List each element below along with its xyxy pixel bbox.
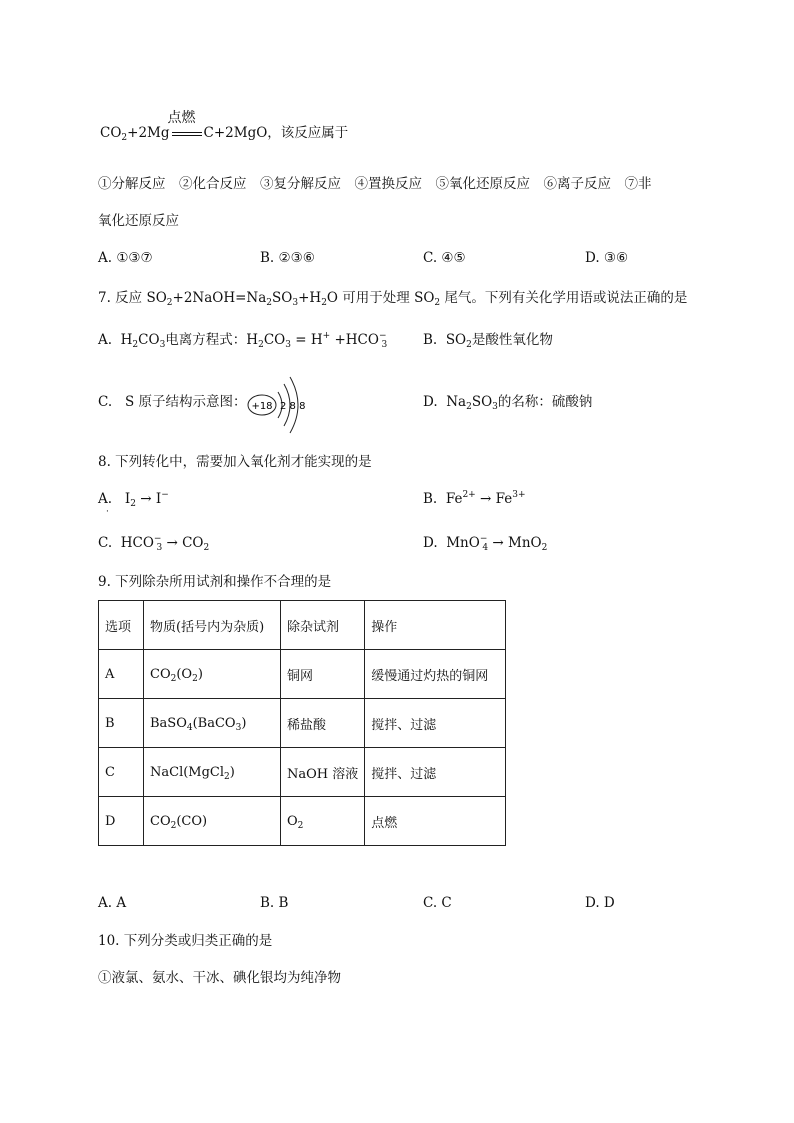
table-header: 除杂试剂 [281, 601, 365, 650]
table-row [99, 748, 506, 797]
table-header: 选项 [99, 601, 144, 650]
q10-item-1: ①液氯、氨水、干冰、碘化银均为纯净物 [98, 970, 341, 986]
q9-choice-a: A. A [98, 895, 127, 911]
q7-stem: 7. 反应 $SO_2+2NaOH=Na_2SO_3+H_2O$ 可用于处理 $SO_2$ 尾气。下列有关化学用语或说法正确的是 [98, 290, 688, 308]
table-cell: 缓慢通过灼热的铜网 [365, 650, 506, 699]
table-cell: NaOH 溶液 [281, 748, 365, 797]
q8-option-d: D. MnO−$_4$ → MnO$_2$ [423, 534, 548, 553]
q6-choice-c: C. ④⑤ [423, 250, 466, 266]
table-cell: NaCl(MgCl$_2$) [144, 748, 281, 797]
table-header: 操作 [365, 601, 506, 650]
q9-stem: 9. 下列除杂所用试剂和操作不合理的是 [98, 574, 332, 590]
q8-option-c: C. $HCO^-_3 \to CO_2$ [98, 534, 210, 553]
table-cell: $CO_2(O_2)$ [144, 650, 281, 699]
q6-equation: $CO_2+2Mg$ 点燃 C+2MgO，该反应属于 [100, 110, 349, 143]
q6-options-line2: 氧化还原反应 [98, 213, 179, 229]
table-cell: A [99, 650, 144, 699]
q6-options-line1: ①分解反应 ②化合反应 ③复分解反应 ④置换反应 ⑤氧化还原反应 ⑥离子反应 ⑦非 [98, 176, 652, 192]
q6-choice-a: A. ①③⑦ [98, 250, 153, 266]
table-cell: B [99, 699, 144, 748]
table-row [99, 650, 506, 699]
q9-table [98, 600, 506, 846]
electron-shells: 2 8 8 [280, 401, 306, 412]
q10-stem: 10. 下列分类或归类正确的是 [98, 933, 273, 949]
table-header-row [99, 601, 506, 650]
table-cell: 搅拌、过滤 [365, 748, 506, 797]
q7-option-b: B. $SO_2$是酸性氧化物 [423, 332, 553, 350]
q7-option-d: D. $Na_2SO_3$的名称：硫酸钠 [423, 394, 593, 412]
table-cell: C [99, 748, 144, 797]
table-row [99, 699, 506, 748]
q7-option-a: A. $H_2CO_3$电离方程式：$H_2CO_3 = H^+ +HCO^-_3$ [98, 331, 388, 350]
q9-choice-b: B. B [260, 895, 289, 911]
atom-structure-diagram [244, 374, 314, 436]
q8-option-a: A. $I_2 \to I^-$ [98, 490, 169, 509]
table-cell: 铜网 [281, 650, 365, 699]
table-cell: $CO_2(CO)$ [144, 797, 281, 846]
table-cell: 点燃 [365, 797, 506, 846]
q8-stem: 8. 下列转化中，需要加入氧化剂才能实现的是 [98, 454, 372, 470]
table-cell: 搅拌、过滤 [365, 699, 506, 748]
table-cell: D [99, 797, 144, 846]
table-header: 物质(括号内为杂质) [144, 601, 281, 650]
q7-option-c: C. S 原子结构示意图： [98, 394, 247, 410]
q8-option-b: B. $Fe^{2+} \to Fe^{3+}$ [423, 490, 526, 507]
table-row [99, 797, 506, 846]
q6-choice-d: D. ③⑥ [585, 250, 629, 266]
table-cell: BaSO$_4$(BaCO$_3$) [144, 699, 281, 748]
q6-choice-b: B. ②③⑥ [260, 250, 315, 266]
nucleus-charge: +18 [251, 401, 273, 412]
table-cell: 稀盐酸 [281, 699, 365, 748]
reaction-condition: 点燃 [167, 110, 196, 126]
q9-choice-c: C. C [423, 895, 452, 911]
reaction-condition-arrow [167, 110, 204, 142]
q9-choice-d: D. D [585, 895, 615, 911]
table-cell: $O_2$ [281, 797, 365, 846]
